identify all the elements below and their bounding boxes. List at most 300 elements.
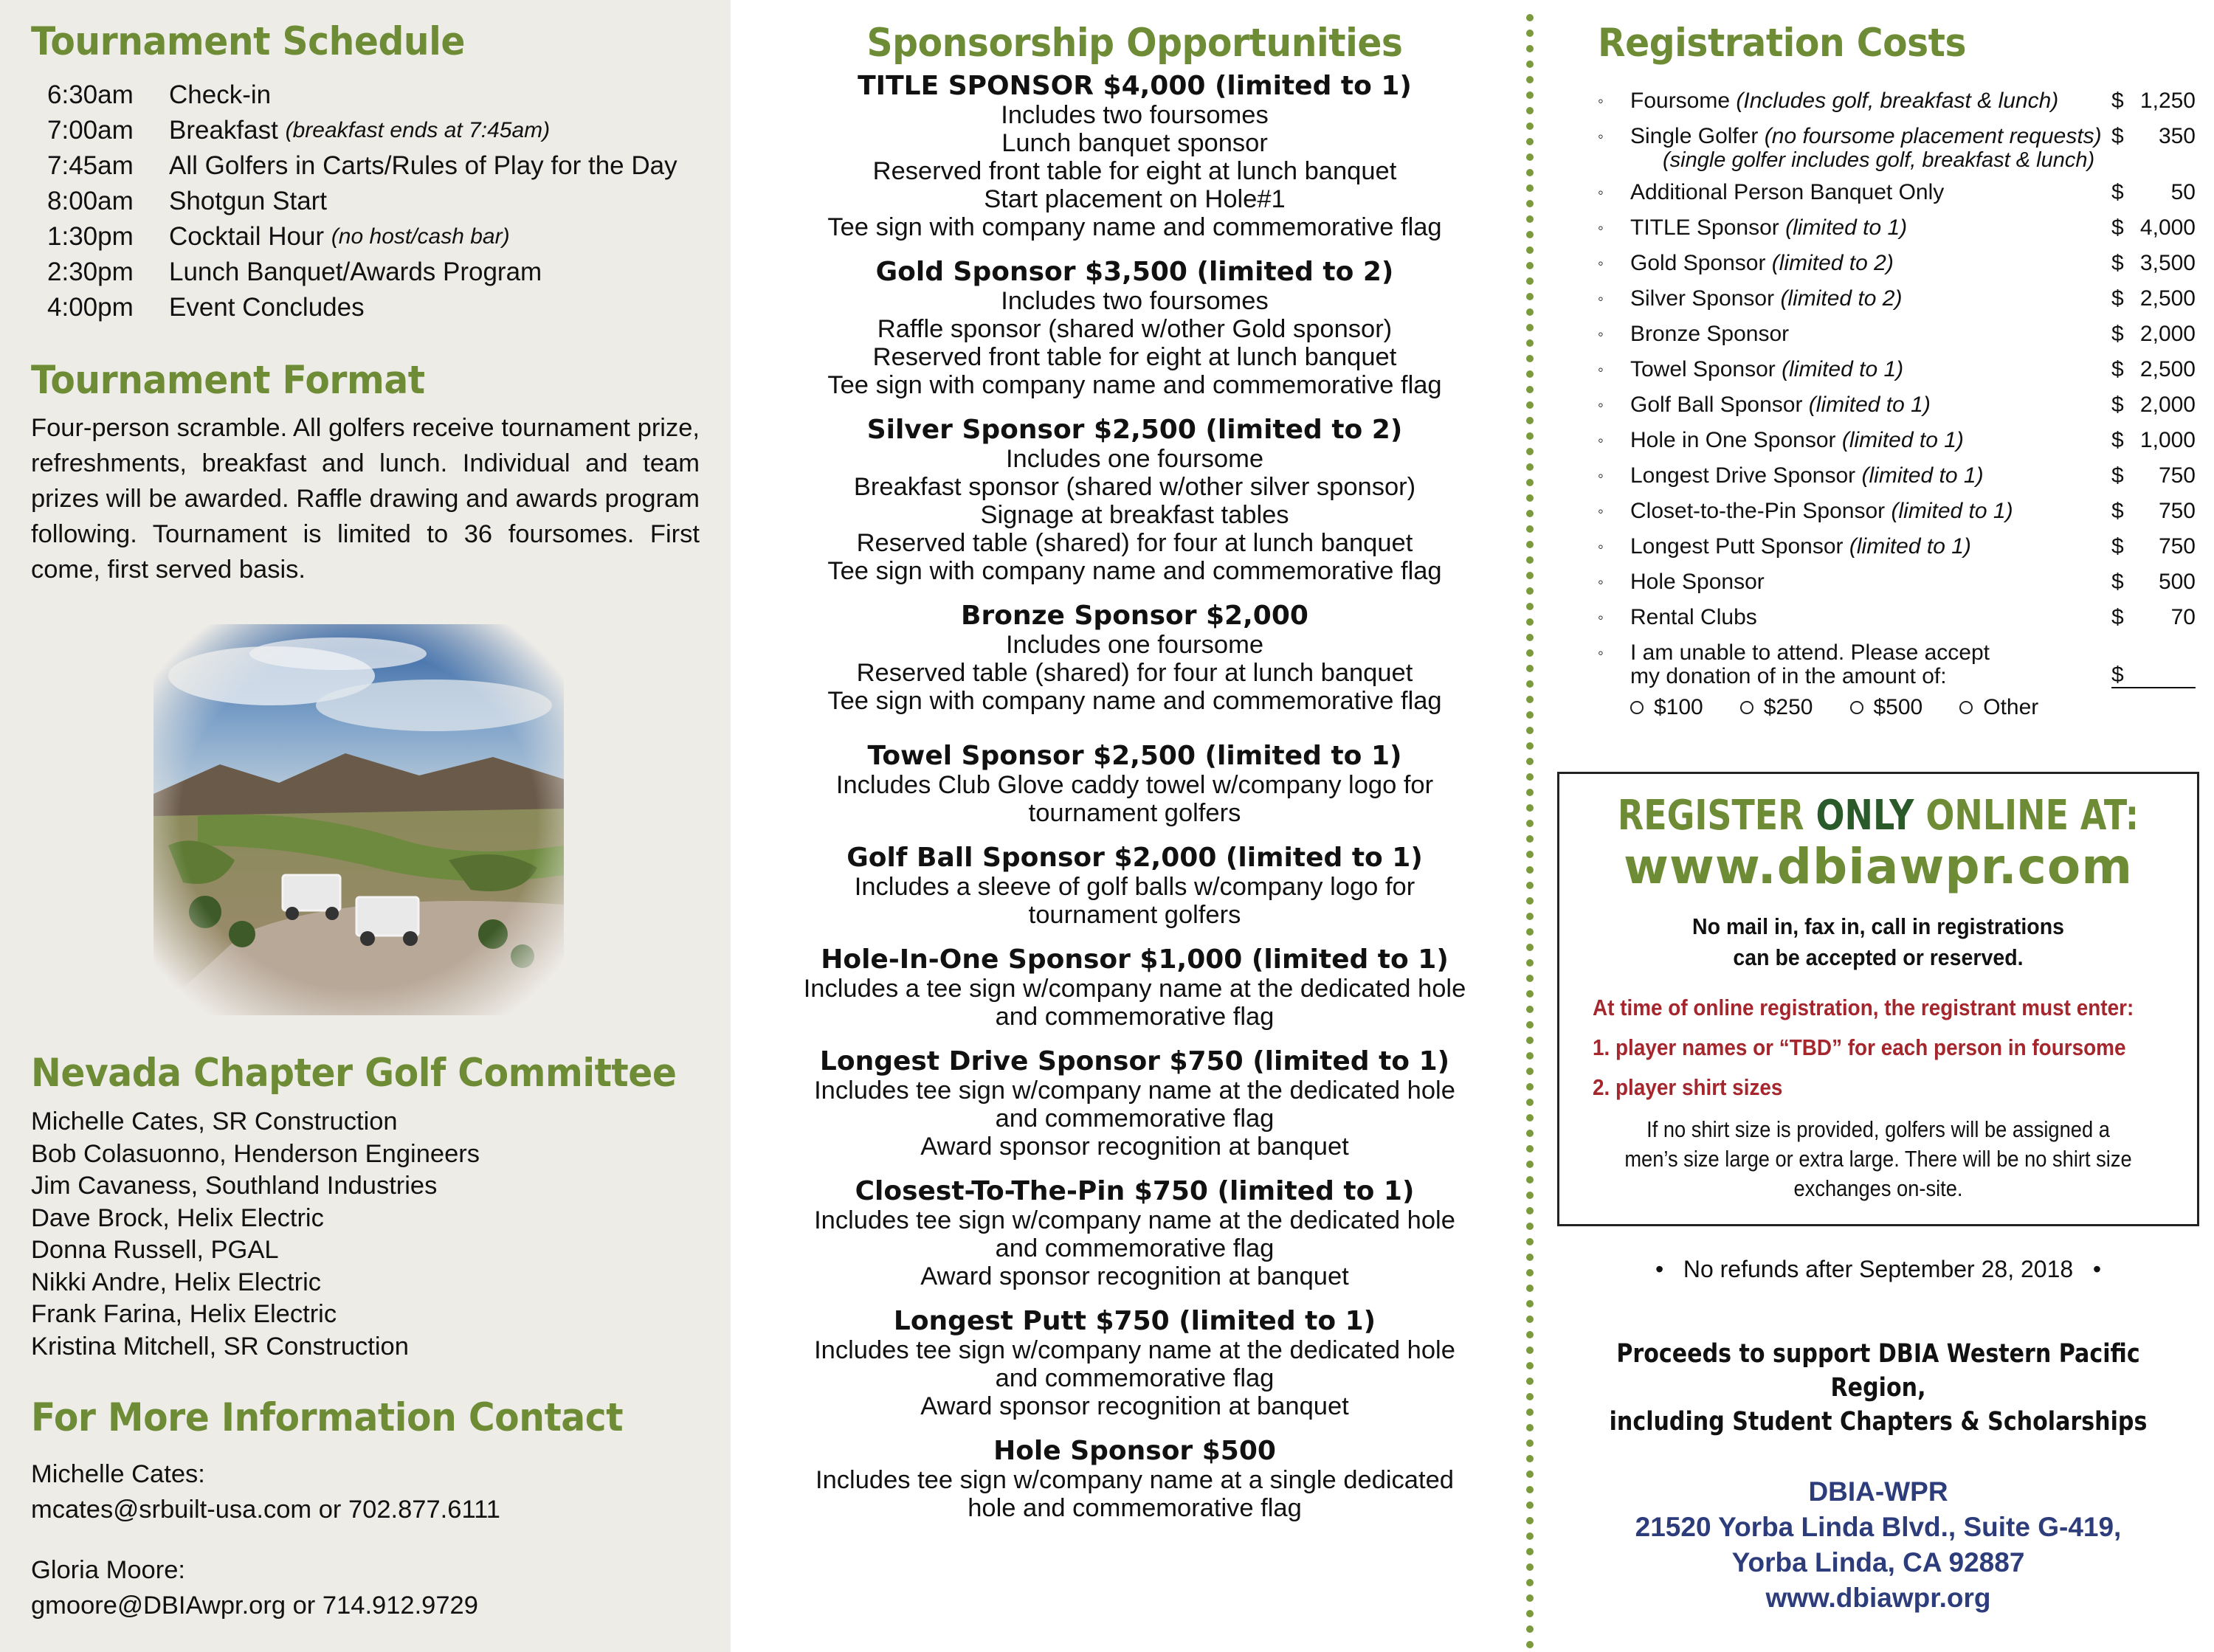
divider-dot [1526, 866, 1534, 874]
address-city: Yorba Linda, CA 92887 [1731, 1547, 2025, 1577]
sponsor-benefit: Includes tee sign w/company name at the dedicated hole [814, 1206, 1455, 1234]
divider-dot [1526, 1052, 1534, 1060]
registration-item [1598, 119, 2196, 154]
sponsor-benefit: Includes one foursome [1005, 445, 1264, 473]
divider-dot [1526, 913, 1534, 920]
schedule-note: (no host/cash bar) [331, 224, 510, 249]
circle-bullet-icon: ◦ [1598, 502, 1604, 520]
divider-dot [1526, 1037, 1534, 1044]
requirement-item: 2. player shirt sizes [1593, 1074, 1783, 1100]
divider-dot [1526, 1563, 1534, 1571]
divider-dot [1526, 61, 1534, 68]
divider-dot [1526, 1192, 1534, 1199]
divider-dot [1526, 1021, 1534, 1029]
committee-member: Michelle Cates, SR Construction [31, 1107, 398, 1136]
divider-dot [1526, 1300, 1534, 1307]
sponsor-package [731, 843, 1539, 929]
sponsor-package [731, 1177, 1539, 1290]
sponsor-benefit: and commemorative flag [995, 1364, 1275, 1392]
sponsorship-list [731, 72, 1539, 1522]
schedule-note: (breakfast ends at 7:45am) [285, 118, 551, 142]
registration-label [1630, 458, 2111, 494]
schedule-event: Check-in [169, 80, 272, 109]
divider-dot [1526, 541, 1534, 548]
sponsor-benefit: Reserved front table for eight at lunch banquet [872, 343, 1397, 371]
divider-dot [1526, 1130, 1534, 1137]
committee-member: Kristina Mitchell, SR Construction [31, 1332, 409, 1361]
sponsorship-panel [731, 0, 1539, 1652]
address-org: DBIA-WPR [1808, 1476, 1948, 1507]
sponsor-benefit: Tee sign with company name and commemorative flag [827, 213, 1442, 241]
divider-dot [1526, 231, 1534, 238]
registration-label-text: Silver Sponsor [1630, 286, 1775, 311]
divider-dot [1526, 1114, 1534, 1122]
divider-dot [1526, 153, 1534, 161]
sponsor-package [731, 945, 1539, 1031]
donation-amount-field[interactable] [2111, 663, 2196, 688]
schedule-time: 2:30pm [47, 258, 134, 286]
schedule-heading: Tournament Schedule [31, 19, 466, 64]
divider-dot [1526, 1517, 1534, 1524]
divider-dot [1526, 1455, 1534, 1462]
registration-label [1630, 210, 2111, 246]
schedule-event: Cocktail Hour [169, 222, 325, 251]
divider-dot [1526, 1548, 1534, 1555]
sponsor-package-title: Towel Sponsor $2,500 (limited to 1) [867, 741, 1402, 771]
schedule-time: 1:30pm [47, 222, 134, 251]
registration-item [1598, 317, 2196, 352]
registration-currency: $ [2111, 251, 2124, 275]
registration-label-text: Hole in One Sponsor [1630, 428, 1836, 452]
schedule-row [31, 113, 700, 148]
divider-dot [1526, 14, 1534, 21]
register-online-box [1557, 772, 2199, 1226]
proceeds-line: including Student Chapters & Scholarships [1609, 1407, 2148, 1437]
sponsor-benefit: Signage at breakfast tables [980, 501, 1289, 529]
circle-bullet-icon: ◦ [1598, 537, 1604, 556]
address-street: 21520 Yorba Linda Blvd., Suite G-419, [1635, 1512, 2122, 1542]
divider-dot [1526, 417, 1534, 424]
schedule-event: Lunch Banquet/Awards Program [169, 258, 542, 286]
divider-dot [1526, 1285, 1534, 1292]
registration-item [1598, 352, 2196, 387]
single-golfer-note: (single golfer includes golf, breakfast & lunch) [1663, 148, 2095, 172]
registration-amount: 2,000 [2139, 393, 2196, 417]
register-url-link[interactable]: www.dbiawpr.com [1623, 838, 2134, 895]
registration-item [1598, 494, 2196, 529]
register-heading [1617, 793, 2139, 839]
schedule-time: 8:00am [47, 187, 134, 215]
registration-note: (limited to 1) [1785, 215, 1908, 240]
registration-amount: 50 [2170, 180, 2196, 204]
divider-dot [1526, 386, 1534, 393]
divider-dot [1526, 1347, 1534, 1354]
sponsor-benefit: Award sponsor recognition at banquet [920, 1262, 1349, 1290]
refund-notice [1557, 1256, 2199, 1283]
divider-dot [1526, 1083, 1534, 1091]
divider-dot [1526, 293, 1534, 300]
divider-dot [1526, 649, 1534, 657]
divider-dot [1526, 758, 1534, 765]
sponsor-package [731, 72, 1539, 241]
divider-dot [1526, 1145, 1534, 1152]
sponsor-package-title: Bronze Sponsor $2,000 [961, 601, 1308, 631]
schedule-event: Breakfast [169, 116, 278, 145]
circle-bullet-icon: ◦ [1598, 573, 1604, 591]
schedule-row [31, 219, 700, 255]
divider-dot [1526, 1641, 1534, 1648]
divider-dot [1526, 246, 1534, 254]
divider-dot [1526, 184, 1534, 192]
registration-amount: 750 [2158, 534, 2196, 559]
registration-label-text: Single Golfer [1630, 124, 1759, 148]
registration-currency: $ [2111, 215, 2124, 240]
registration-note: (limited to 1) [1782, 357, 1904, 381]
contact-details[interactable]: mcates@srbuilt-usa.com or 702.877.6111 [31, 1496, 500, 1524]
divider-dot [1526, 696, 1534, 703]
divider-dot [1526, 882, 1534, 889]
registration-currency: $ [2111, 534, 2124, 559]
contact-person [31, 1552, 700, 1623]
circle-bullet-icon: ◦ [1598, 325, 1604, 343]
sponsor-benefit: Tee sign with company name and commemorative flag [827, 557, 1442, 585]
registration-note: (limited to 1) [1891, 499, 2013, 523]
donation-option-label: Other [1983, 695, 2039, 719]
divider-dot [1526, 370, 1534, 378]
registration-label [1630, 494, 2111, 529]
registration-label-text: Hole Sponsor [1630, 570, 1765, 594]
sponsor-benefit: and commemorative flag [995, 1105, 1275, 1133]
registration-item [1598, 600, 2196, 635]
divider-dot [1526, 1223, 1534, 1230]
divider-dot [1526, 215, 1534, 223]
registration-currency: $ [2111, 499, 2124, 523]
sponsor-package [731, 742, 1539, 827]
contact-details[interactable]: gmoore@DBIAwpr.org or 714.912.9729 [31, 1591, 478, 1620]
dotted-divider [1525, 13, 1535, 1651]
divider-dot [1526, 944, 1534, 951]
schedule-event: Event Concludes [169, 293, 365, 322]
registration-currency: $ [2111, 89, 2124, 113]
circle-bullet-icon: ◦ [1598, 254, 1604, 272]
contact-name: Michelle Cates: [31, 1460, 205, 1488]
divider-dot [1526, 1532, 1534, 1540]
registration-item [1598, 458, 2196, 494]
committee-member: Bob Colasuonno, Henderson Engineers [31, 1139, 480, 1168]
divider-dot [1526, 45, 1534, 52]
registration-note: (limited to 2) [1780, 286, 1903, 311]
sponsor-package-title: Hole Sponsor $500 [993, 1436, 1276, 1466]
schedule-event: All Golfers in Carts/Rules of Play for the Day [169, 151, 677, 180]
contact-person [31, 1456, 700, 1527]
registration-label-text: Golf Ball Sponsor [1630, 393, 1803, 417]
no-mail-line: No mail in, fax in, call in registrations [1692, 913, 2064, 939]
divider-dot [1526, 1594, 1534, 1602]
registration-list [1598, 83, 2196, 722]
bullet-icon: • [2092, 1256, 2102, 1282]
schedule-row [31, 77, 700, 113]
sponsor-benefit: Includes Club Glove caddy towel w/company logo for [835, 771, 1434, 799]
no-mail-line: can be accepted or reserved. [1733, 944, 2024, 970]
registration-currency: $ [2111, 124, 2124, 148]
divider-dot [1526, 1254, 1534, 1261]
committee-member: Jim Cavaness, Southland Industries [31, 1172, 438, 1200]
divider-dot [1526, 587, 1534, 595]
divider-dot [1526, 1207, 1534, 1214]
sponsor-benefit: and commemorative flag [995, 1234, 1275, 1262]
sponsor-benefit: Includes two foursomes [1001, 287, 1269, 315]
divider-dot [1526, 122, 1534, 130]
divider-dot [1526, 603, 1534, 610]
circle-bullet-icon: ◦ [1598, 289, 1604, 308]
divider-dot [1526, 634, 1534, 641]
divider-dot [1526, 1238, 1534, 1245]
divider-dot [1526, 169, 1534, 176]
sponsor-benefit: Reserved table (shared) for four at lunch banquet [856, 659, 1413, 687]
divider-dot [1526, 448, 1534, 455]
donation-option-label: $100 [1654, 695, 1703, 719]
sponsor-benefit: Reserved table (shared) for four at lunch banquet [856, 529, 1413, 557]
committee-heading: Nevada Chapter Golf Committee [31, 1051, 677, 1096]
divider-dot [1526, 820, 1534, 827]
registration-item [1598, 210, 2196, 246]
divider-dot [1526, 1409, 1534, 1416]
registration-label [1630, 529, 2111, 564]
registration-label-text: Closet-to-the-Pin Sponsor [1630, 499, 1886, 523]
divider-dot [1526, 1378, 1534, 1385]
divider-dot [1526, 1068, 1534, 1075]
shirt-line: If no shirt size is provided, golfers will be assigned a [1646, 1116, 2110, 1142]
registration-note: (limited to 1) [1841, 428, 1964, 452]
registration-item [1598, 387, 2196, 423]
divider-dot [1526, 773, 1534, 781]
divider-dot [1526, 324, 1534, 331]
registration-item [1598, 281, 2196, 317]
shirt-line: men’s size large or extra large. There will be no shirt size [1624, 1146, 2132, 1172]
registration-currency: $ [2111, 428, 2124, 452]
registration-label [1630, 175, 2111, 210]
divider-dot [1526, 30, 1534, 37]
divider-dot [1526, 91, 1534, 99]
sponsor-package [731, 258, 1539, 399]
sponsor-benefit: Includes a sleeve of golf balls w/company logo for [854, 873, 1415, 901]
register-heading-only: ONLY [1815, 792, 1914, 840]
registration-label [1630, 564, 2111, 600]
registration-amount: 4,000 [2139, 215, 2196, 240]
sponsorship-heading: Sponsorship Opportunities [866, 21, 1403, 66]
radio-icon[interactable] [1850, 701, 1863, 714]
sponsor-package-title: Longest Drive Sponsor $750 (limited to 1) [819, 1046, 1450, 1076]
sponsor-benefit: hole and commemorative flag [968, 1494, 1302, 1522]
registration-label-text: Longest Drive Sponsor [1630, 463, 1856, 488]
schedule-time: 6:30am [47, 80, 134, 109]
sponsor-package [731, 1307, 1539, 1420]
left-panel [0, 0, 731, 1652]
sponsor-benefit: Start placement on Hole#1 [984, 185, 1286, 213]
registration-label-text: Gold Sponsor [1630, 251, 1766, 275]
circle-bullet-icon: ◦ [1598, 218, 1604, 237]
divider-dot [1526, 1501, 1534, 1509]
registration-label-text: Bronze Sponsor [1630, 322, 1790, 346]
must-enter-notice: At time of online registration, the registrant must enter: [1593, 995, 2134, 1020]
divider-dot [1526, 959, 1534, 967]
circle-bullet-icon: ◦ [1598, 183, 1604, 201]
sponsor-package [731, 601, 1539, 715]
divider-dot [1526, 1269, 1534, 1276]
registration-amount: 350 [2158, 124, 2196, 148]
registration-amount: 2,000 [2139, 322, 2196, 346]
registration-currency: $ [2111, 180, 2124, 204]
sponsor-benefit: Tee sign with company name and commemorative flag [827, 371, 1442, 399]
proceeds-line: Proceeds to support DBIA Western Pacific Region, [1616, 1339, 2140, 1403]
registration-currency: $ [2111, 357, 2124, 381]
divider-dot [1526, 262, 1534, 269]
committee-member: Donna Russell, PGAL [31, 1236, 279, 1264]
divider-dot [1526, 851, 1534, 858]
registration-label-text: Rental Clubs [1630, 605, 1757, 629]
sponsor-benefit: and commemorative flag [995, 1003, 1275, 1031]
divider-dot [1526, 510, 1534, 517]
schedule-row [31, 184, 700, 219]
registration-label [1630, 119, 2111, 154]
refund-text: No refunds after September 28, 2018 [1683, 1256, 2074, 1282]
bullet-icon: • [1655, 1256, 1664, 1282]
donation-currency: $ [2111, 663, 2124, 687]
circle-bullet-icon: ◦ [1598, 360, 1604, 379]
requirement-item: 1. player names or “TBD” for each person in foursome [1593, 1034, 2126, 1060]
schedule-time: 7:00am [47, 116, 134, 145]
registration-note: (limited to 1) [1849, 534, 1971, 559]
divider-dot [1526, 804, 1534, 812]
sponsor-package-title: Gold Sponsor $3,500 (limited to 2) [875, 257, 1394, 287]
divider-dot [1526, 556, 1534, 564]
divider-dot [1526, 618, 1534, 626]
register-heading-part: REGISTER [1617, 792, 1816, 840]
donation-item [1598, 641, 2196, 688]
schedule-time: 7:45am [47, 151, 134, 180]
radio-icon[interactable] [1630, 701, 1644, 714]
sponsor-benefit: Includes one foursome [1005, 631, 1264, 659]
donation-option-label: $250 [1763, 695, 1813, 719]
registration-currency: $ [2111, 570, 2124, 594]
divider-dot [1526, 463, 1534, 471]
contact-heading: For More Information Contact [31, 1395, 624, 1440]
radio-icon[interactable] [1959, 701, 1973, 714]
sponsor-package-title: Longest Putt $750 (limited to 1) [893, 1306, 1376, 1336]
donation-option[interactable] [1630, 693, 1703, 722]
circle-bullet-icon: ◦ [1598, 431, 1604, 449]
divider-dot [1526, 1161, 1534, 1168]
circle-bullet-icon: ◦ [1598, 608, 1604, 626]
donation-options [1598, 693, 2196, 722]
donation-option[interactable] [1959, 693, 2038, 722]
registration-item [1598, 564, 2196, 600]
registration-label [1630, 246, 2111, 281]
registration-item [1598, 423, 2196, 458]
registration-currency: $ [2111, 605, 2124, 629]
divider-dot [1526, 1625, 1534, 1633]
sponsor-benefit: tournament golfers [1028, 901, 1241, 929]
registration-label [1630, 317, 2111, 352]
divider-dot [1526, 789, 1534, 796]
sponsor-package [731, 1047, 1539, 1161]
divider-dot [1526, 742, 1534, 750]
registration-label-text: Longest Putt Sponsor [1630, 534, 1844, 559]
registration-note: (limited to 1) [1861, 463, 1984, 488]
shirt-line: exchanges on-site. [1793, 1175, 1963, 1201]
registration-currency: $ [2111, 322, 2124, 346]
divider-dot [1526, 1424, 1534, 1431]
sponsor-benefit: Includes tee sign w/company name at the dedicated hole [814, 1076, 1455, 1105]
divider-dot [1526, 711, 1534, 719]
divider-dot [1526, 76, 1534, 83]
sponsor-package [731, 415, 1539, 585]
divider-dot [1526, 680, 1534, 688]
radio-icon[interactable] [1740, 701, 1753, 714]
sponsor-benefit: Lunch banquet sponsor [1001, 129, 1268, 157]
sponsor-benefit: Reserved front table for eight at lunch banquet [872, 157, 1397, 185]
contact-name: Gloria Moore: [31, 1556, 185, 1584]
registration-label-text: TITLE Sponsor [1630, 215, 1779, 240]
registration-note: (limited to 2) [1771, 251, 1894, 275]
divider-dot [1526, 1331, 1534, 1338]
sponsor-package-title: Hole-In-One Sponsor $1,000 (limited to 1) [821, 944, 1449, 975]
schedule-time: 4:00pm [47, 293, 134, 322]
registration-item [1598, 246, 2196, 281]
donation-option[interactable] [1740, 693, 1813, 722]
registration-note: (Includes golf, breakfast & lunch) [1736, 89, 2059, 113]
format-heading: Tournament Format [31, 358, 425, 403]
divider-dot [1526, 339, 1534, 347]
donation-line: my donation of in the amount of: [1630, 664, 1947, 688]
registration-item [1598, 175, 2196, 210]
divider-dot [1526, 727, 1534, 734]
schedule-row [31, 148, 700, 184]
organization-address [1557, 1474, 2199, 1616]
divider-dot [1526, 355, 1534, 362]
schedule-list [31, 77, 700, 325]
divider-dot [1526, 928, 1534, 936]
divider-dot [1526, 897, 1534, 905]
divider-dot [1526, 432, 1534, 440]
register-heading-part: ONLINE AT: [1914, 792, 2139, 840]
registration-label-text: Additional Person Banquet Only [1630, 180, 1945, 204]
divider-dot [1526, 1006, 1534, 1013]
divider-dot [1526, 665, 1534, 672]
divider-dot [1526, 308, 1534, 316]
schedule-row [31, 255, 700, 290]
donation-option-label: $500 [1873, 695, 1923, 719]
shirt-size-notice [1598, 1115, 2159, 1203]
divider-dot [1526, 1316, 1534, 1323]
registration-currency: $ [2111, 393, 2124, 417]
divider-dot [1526, 138, 1534, 145]
sponsor-benefit: Includes tee sign w/company name at the dedicated hole [814, 1336, 1455, 1364]
donation-option[interactable] [1850, 693, 1923, 722]
divider-dot [1526, 835, 1534, 843]
registration-amount: 750 [2158, 463, 2196, 488]
divider-dot [1526, 525, 1534, 533]
sponsor-benefit: Includes two foursomes [1001, 101, 1269, 129]
divider-dot [1526, 572, 1534, 579]
sponsor-benefit: Award sponsor recognition at banquet [920, 1133, 1349, 1161]
golf-course-photo [154, 624, 564, 1015]
registration-label [1630, 387, 2111, 423]
committee-section [31, 1051, 700, 1623]
divider-dot [1526, 1579, 1534, 1586]
divider-dot [1526, 1470, 1534, 1478]
address-web-link[interactable]: www.dbiawpr.org [1765, 1583, 1991, 1613]
